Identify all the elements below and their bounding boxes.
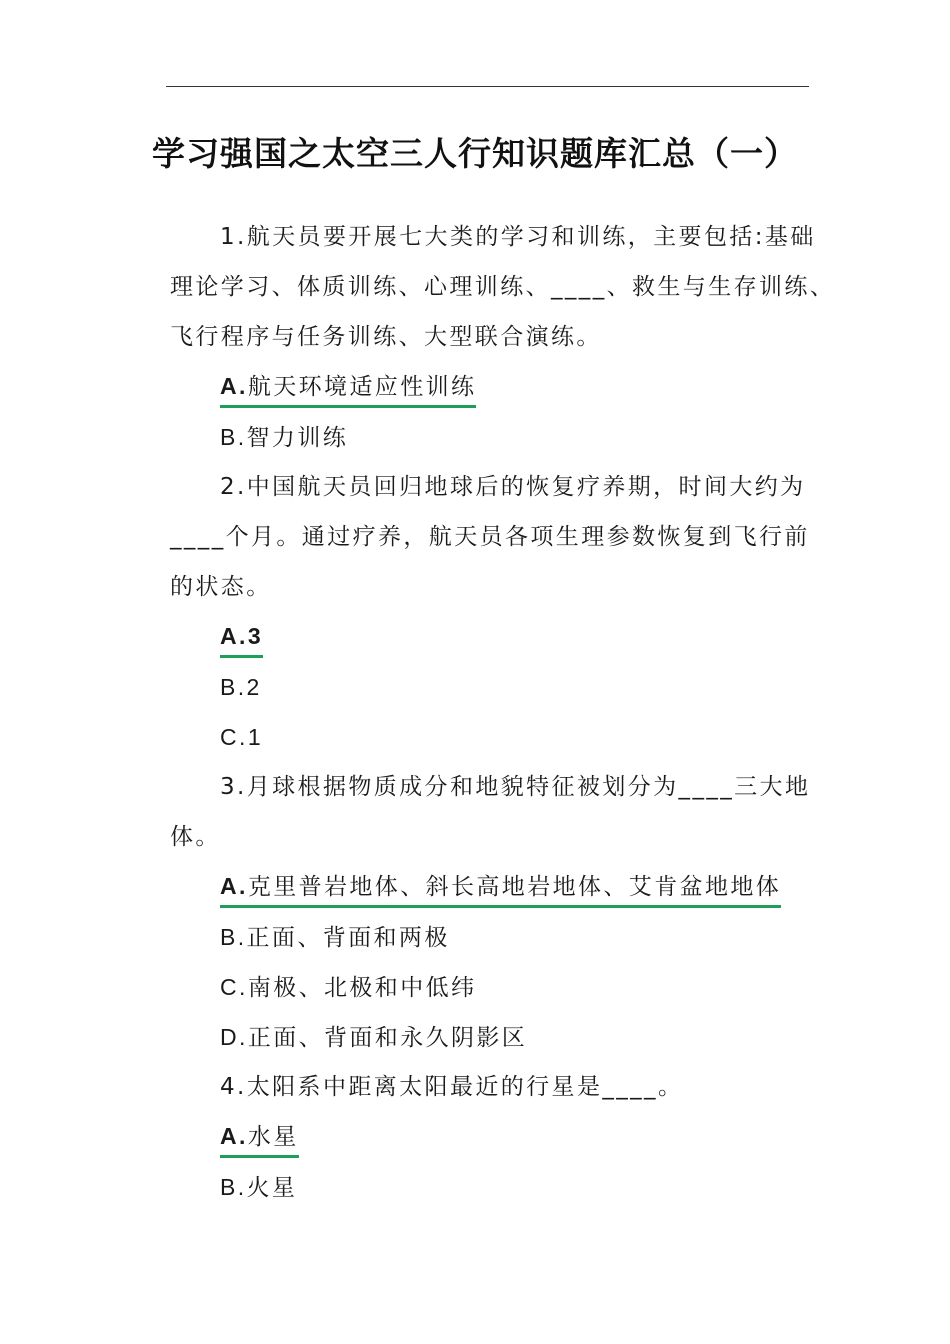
option-text: 水星 [247,1124,299,1150]
question-1-line-2: 理论学习、体质训练、心理训练、____、救生与生存训练、 [170,274,836,300]
question-3-line-1: 3.月球根据物质成分和地貌特征被划分为____三大地 [220,774,811,800]
question-4-option-b [170,1162,810,1212]
correct-answer-marker [220,868,781,908]
option-letter: B. [220,424,247,450]
option-letter: A. [220,1123,248,1149]
option-letter: C. [220,974,248,1000]
question-2-line-3: 的状态。 [170,574,272,600]
question-4-option-a [170,1112,810,1162]
option-text: 克里普岩地体、斜长高地岩地体、艾肯盆地地体 [247,874,782,900]
option-text: 正面、背面和永久阴影区 [247,1025,528,1051]
option-text: 1 [247,724,264,750]
option-text: 南极、北极和中低纬 [247,975,477,1001]
option-text: 火星 [246,1175,298,1201]
option-text: 航天环境适应性训练 [247,374,477,400]
question-4-line-1: 4.太阳系中距离太阳最近的行星是____。 [220,1074,684,1100]
option-letter: B. [220,1174,247,1200]
option-letter: C. [220,724,248,750]
option-text: 智力训练 [246,425,349,451]
question-2-line-1: 2.中国航天员回归地球后的恢复疗养期，时间大约为 [220,474,806,500]
option-text: 正面、背面和两极 [246,925,450,951]
correct-answer-marker [220,368,476,408]
option-letter: A. [220,623,248,649]
correct-answer-marker [220,1118,299,1158]
question-3-option-b [170,912,810,962]
question-2-line-2: ____个月。通过疗养，航天员各项生理参数恢复到飞行前 [170,524,810,550]
question-1-line-3: 飞行程序与任务训练、大型联合演练。 [170,324,602,350]
option-letter: B. [220,674,247,700]
option-text: 2 [246,674,262,700]
question-3-option-d [170,1012,810,1062]
question-1-option-b [170,412,810,462]
question-3-line-2: 体。 [170,824,221,850]
option-letter: A. [220,373,248,399]
question-list [170,212,836,1212]
correct-answer-marker [220,618,263,658]
header-rule [166,86,809,87]
option-text: 3 [247,623,264,649]
question-2-option-b [170,662,810,712]
question-3-option-c [170,962,810,1012]
question-2-option-c [170,712,810,762]
question-1-line-1: 1.航天员要开展七大类的学习和训练，主要包括:基础 [220,224,816,250]
question-1-option-a [170,362,810,412]
document-title: 学习强国之太空三人行知识题库汇总（一） [152,134,798,173]
question-3-option-a [170,862,810,912]
question-2-option-a [170,612,810,662]
option-letter: B. [220,924,247,950]
option-letter: A. [220,873,248,899]
option-letter: D. [220,1024,248,1050]
